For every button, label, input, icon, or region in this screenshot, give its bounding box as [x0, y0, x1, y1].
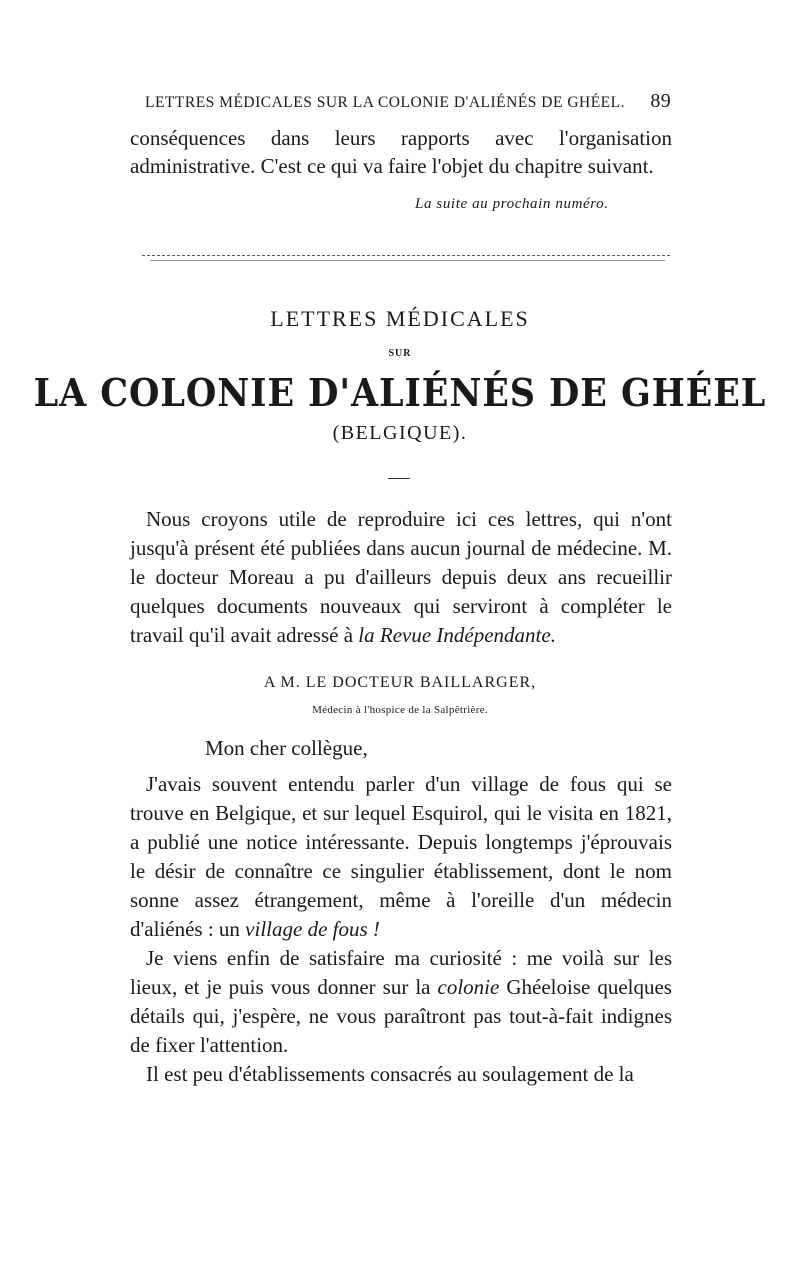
previous-article-closing: conséquences dans leurs rapports avec l'organisation administrative. C'est ce qui va faire l'objet du chapitre suivant. — [130, 126, 672, 178]
letter-paragraph-2-italic: colonie — [437, 975, 500, 999]
continued-note: La suite au prochain numéro. — [415, 196, 609, 212]
article-title-line-1: LETTRES MÉDICALES — [270, 306, 530, 331]
letter-paragraph-3: Il est peu d'établissements consacrés au soulagement de la — [146, 1062, 634, 1086]
running-head-title: LETTRES MÉDICALES SUR LA COLONIE D'ALIÉNÉS DE GHÉEL. — [145, 94, 625, 111]
letter-addressee: A M. LE DOCTEUR BAILLARGER, — [263, 674, 537, 691]
running-head — [145, 92, 671, 112]
intro-italic-text: la Revue Indépendante. — [358, 623, 556, 647]
letter-paragraph-2-text-end: Ghéeloise quelques détails qui, j'espère, ne vous paraîtront pas tout-à-fait indignes de fixer l'attention. — [130, 975, 672, 1057]
letter-paragraph-2-text: Je viens enfin de satisfaire ma curiosité : me voilà sur les lieux, et je puis vous donner sur la — [130, 946, 672, 999]
letter-addressee-title: Médecin à l'hospice de la Salpêtrière. — [312, 704, 488, 716]
letter-paragraph-1-text: J'avais souvent entendu parler d'un village de fous qui se trouve en Belgique, et sur lequel Esquirol, qui le visita en 1821, a publié une notice intéressante. Depuis longtemps j'éprouvais le désir de connaître ce singulier établissement, dont le nom sonne assez étrangement, même à l'oreille d'un médecin d'aliénés : un — [130, 772, 672, 941]
article-separator-rule — [150, 260, 665, 261]
letter-paragraph-1 — [130, 770, 672, 944]
intro-paragraph — [130, 505, 672, 650]
article-subtitle: (BELGIQUE). — [332, 422, 468, 444]
letter-paragraph-1-italic: village de fous ! — [245, 917, 380, 941]
letter-salutation: Mon cher collègue, — [205, 736, 368, 760]
article-title-line-2: SUR — [388, 348, 412, 359]
letter-body — [130, 770, 672, 1089]
article-separator — [142, 255, 670, 256]
intro-text: Nous croyons utile de reproduire ici ces lettres, qui n'ont jusqu'à présent été publiées dans aucun journal de médecine. M. le docteur Moreau a pu d'ailleurs depuis deux ans recueillir quelques documents nouveaux qui serviront à compléter le travail qu'il avait adressé à — [130, 507, 672, 647]
article-main-title: LA COLONIE D'ALIÉNÉS DE GHÉEL — [33, 370, 767, 415]
page-number: 89 — [650, 90, 671, 112]
title-divider — [388, 478, 410, 479]
letter-paragraph-2 — [130, 944, 672, 1060]
